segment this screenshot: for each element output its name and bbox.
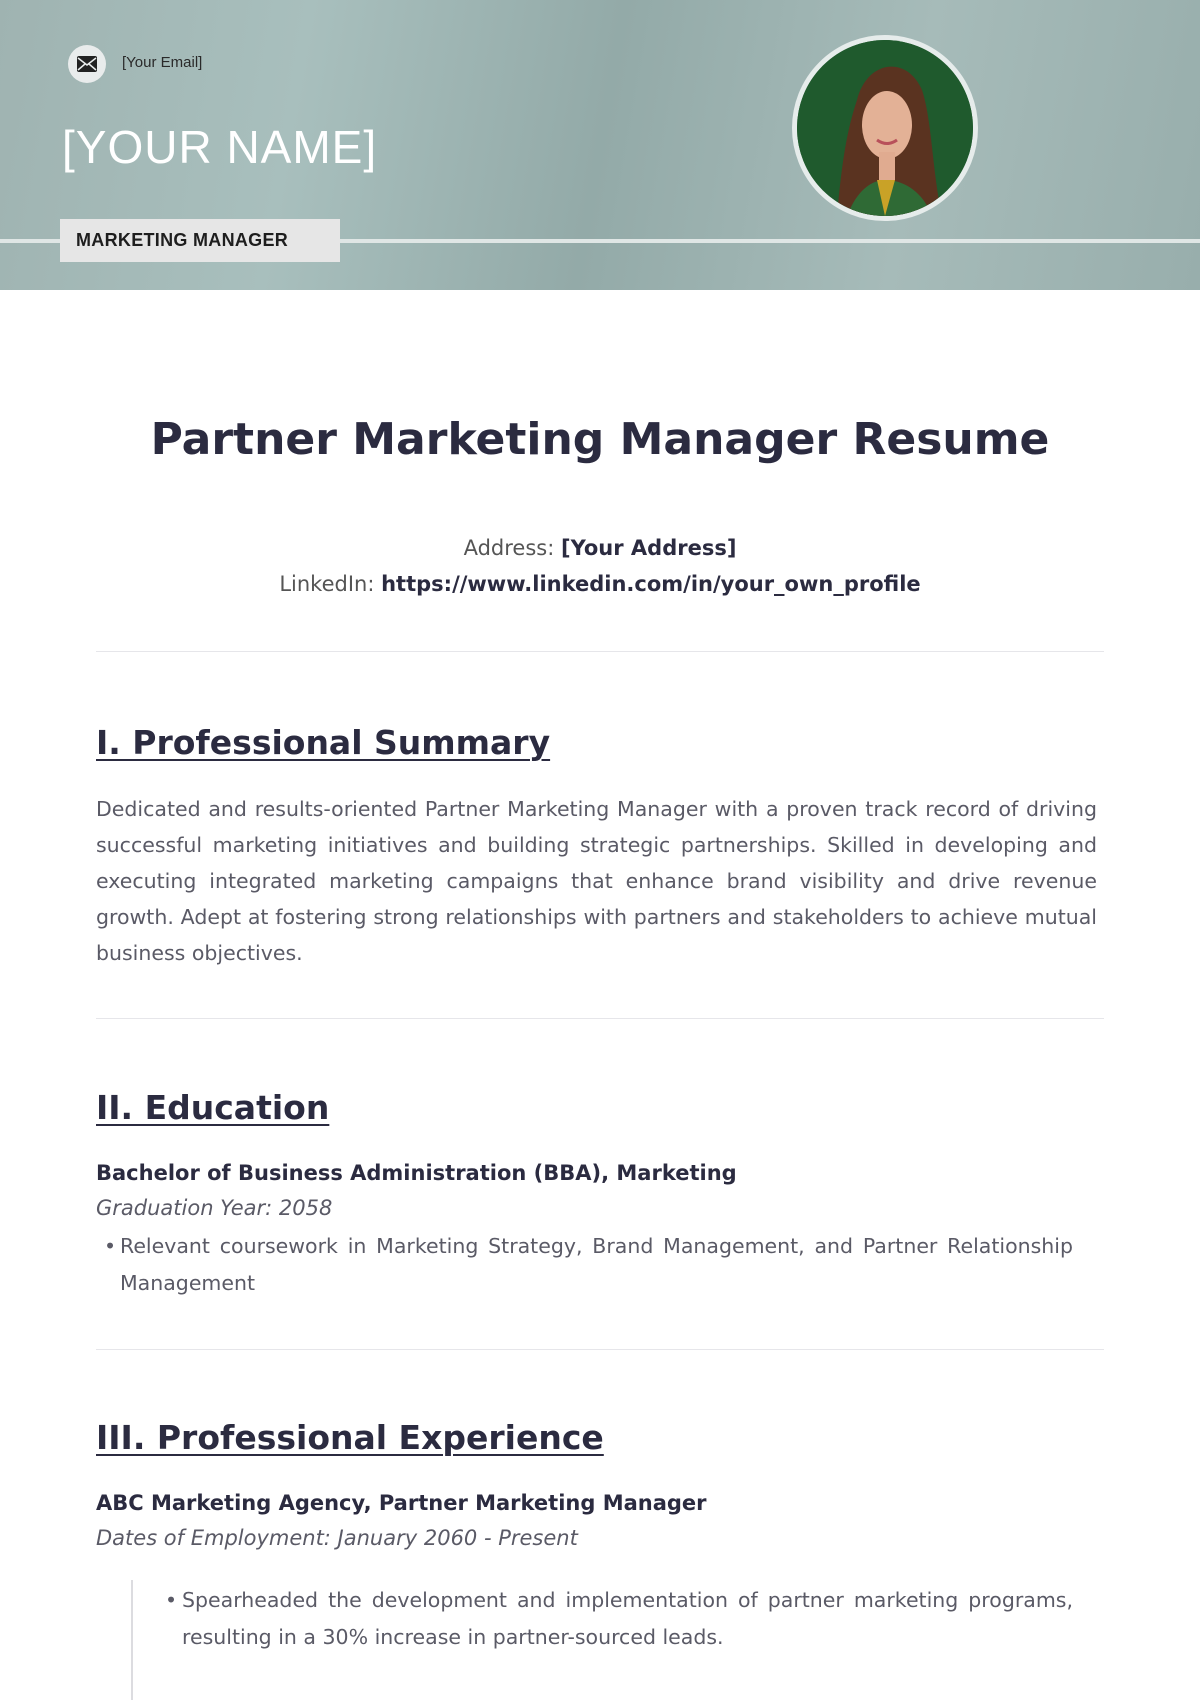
section-heading-experience: III. Professional Experience xyxy=(96,1418,604,1457)
quote-border xyxy=(131,1580,133,1700)
list-item: • Relevant coursework in Marketing Strategy, Brand Management, and Partner Relationship Management xyxy=(104,1234,1073,1295)
email-icon xyxy=(68,45,106,83)
linkedin-label: LinkedIn: xyxy=(279,572,375,596)
address-line xyxy=(0,536,1200,560)
employment-dates: Dates of Employment: January 2060 - Present xyxy=(96,1526,578,1550)
name: [YOUR NAME] xyxy=(62,121,378,173)
list-item: • Spearheaded the development and implementation of partner marketing programs, resulting in a 30% increase in partner-sourced leads. xyxy=(165,1588,1073,1649)
section-heading-summary: I. Professional Summary xyxy=(96,723,551,762)
profile-photo xyxy=(792,35,978,221)
graduation-year: Graduation Year: 2058 xyxy=(96,1196,333,1220)
email: [Your Email] xyxy=(122,54,203,71)
section-heading-education: II. Education xyxy=(96,1088,330,1127)
job-title: ABC Marketing Agency, Partner Marketing Manager xyxy=(96,1491,707,1515)
divider xyxy=(96,651,1104,652)
linkedin-line xyxy=(0,572,1200,596)
header-banner xyxy=(0,0,1200,290)
bullet-text: Spearheaded the development and implementation of partner marketing programs, resulting in a 30% increase in partner-sourced leads. xyxy=(182,1588,1073,1649)
linkedin-link[interactable]: https://www.linkedin.com/in/your_own_profile xyxy=(381,572,921,596)
document-title: Partner Marketing Manager Resume xyxy=(150,414,1050,465)
degree: Bachelor of Business Administration (BBA), Marketing xyxy=(96,1161,737,1185)
address-label: Address: xyxy=(463,536,555,560)
address-value: [Your Address] xyxy=(560,536,737,560)
role-badge: MARKETING MANAGER xyxy=(60,219,340,262)
divider xyxy=(96,1349,1104,1350)
bullet-text: Relevant coursework in Marketing Strategy, Brand Management, and Partner Relationship Management xyxy=(120,1234,1073,1295)
divider xyxy=(96,1018,1104,1019)
summary-text: Dedicated and results-oriented Partner Marketing Manager with a proven track record of driving successful marketing initiatives and building strategic partnerships. Skilled in developing and executing integrated marketing campaigns that enhance brand visibility and drive revenue growth. Adept at fostering strong relationships with partners and stakeholders to achieve mutual business objectives. xyxy=(96,797,1097,965)
